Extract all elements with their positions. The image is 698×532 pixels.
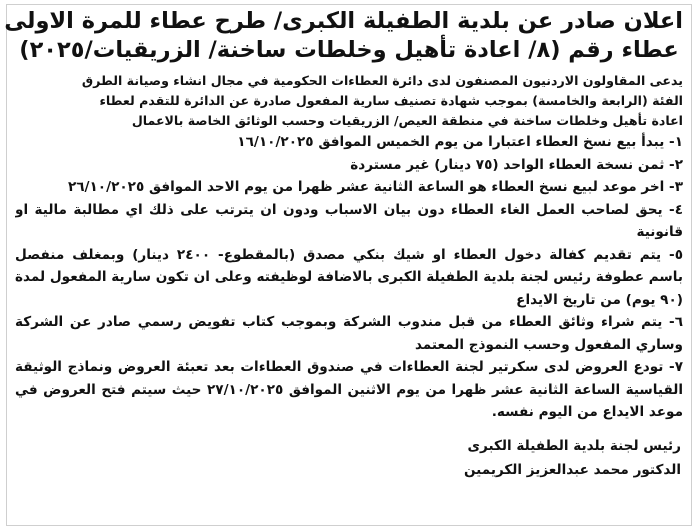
condition-item-2 — [15, 154, 683, 177]
condition-line: ١- يبدأ بيع نسخ العطاء اعتبارا من يوم الخميس الموافق ١٦/١٠/٢٠٢٥ — [237, 134, 683, 150]
condition-line: وساري المفعول وحسب النموذج المعتمد — [414, 336, 683, 353]
intro-paragraph — [15, 71, 683, 131]
condition-item-3 — [15, 176, 683, 199]
condition-line: موعد الايداع من اليوم نفسه. — [491, 404, 683, 420]
signatory-name: الدكتور محمد عبدالعزيز الكريمين — [463, 461, 681, 478]
condition-line: ٢- ثمن نسخة العطاء الواحد (٧٥ دينار) غير مستردة — [350, 156, 683, 173]
intro-line: يدعى المقاولون الاردنيون المصنفون لدى دائرة العطاءات الحكومية في مجال انشاء وصيانة الطرق — [81, 73, 683, 88]
signatory-title: رئيس لجنة بلدية الطفيلة الكبرى — [467, 437, 681, 454]
tender-announcement — [6, 4, 692, 526]
condition-line: باسم عطوفة رئيس لجنة بلدية الطفيلة الكبرى بالاضافة لوظيفته وعلى ان تكون سارية المفعول لمدة — [15, 269, 683, 285]
signature-block — [15, 434, 683, 482]
intro-line: الفئة (الرابعة والخامسة) بموجب شهادة تصنيف سارية المفعول صادرة عن الدائرة للتقدم لعطاء — [99, 93, 683, 108]
intro-line: اعادة تأهيل وخلطات ساخنة في منطقة العيص/ الزريقيات وحسب الوثائق الخاصة بالاعمال — [131, 113, 683, 128]
condition-item-4 — [15, 199, 683, 244]
condition-line: ٦- يتم شراء وثائق العطاء من قبل مندوب الشركة وبموجب كتاب تفويض رسمي صادر عن الشركة — [15, 314, 683, 330]
conditions-list — [15, 131, 683, 424]
condition-line: (٩٠ يوم) من تاريخ الايداع — [516, 291, 683, 308]
condition-item-6 — [15, 311, 683, 356]
condition-line: ٣- اخر موعد لبيع نسخ العطاء هو الساعة الثانية عشر ظهرا من يوم الاحد الموافق ٢٦/١٠/٢٠٢٥ — [67, 179, 683, 195]
condition-item-5 — [15, 244, 683, 312]
condition-line: قانونية — [636, 224, 683, 240]
condition-line: القياسية الساعة الثانية عشر ظهرا من يوم الاثنين الموافق ٢٧/١٠/٢٠٢٥ حيث سيتم فتح العروض في — [15, 381, 683, 398]
condition-line: ٥- يتم تقديم كفالة دخول العطاء او شيك بنكي مصدق (بالمقطوع- ٢٤٠٠ دينار) وبمغلف منفصل — [15, 246, 683, 263]
condition-line: ٧- تودع العروض لدى سكرتير لجنة العطاءات في صندوق العطاءات بعد تعبئة العروض ونماذج الوثيقة — [15, 359, 683, 375]
condition-item-7 — [15, 356, 683, 424]
tender-number-title: عطاء رقم (٨/ اعادة تأهيل وخلطات ساخنة/ الزريقيات/٢٠٢٥) — [19, 37, 679, 63]
condition-item-1 — [15, 131, 683, 154]
condition-line: ٤- يحق لصاحب العمل الغاء العطاء دون بيان الاسباب ودون ان يترتب على ذلك اي مطالبة مالية او — [15, 201, 683, 218]
announcement-title: اعلان صادر عن بلدية الطفيلة الكبرى/ طرح عطاء للمرة الاولى — [4, 8, 683, 34]
